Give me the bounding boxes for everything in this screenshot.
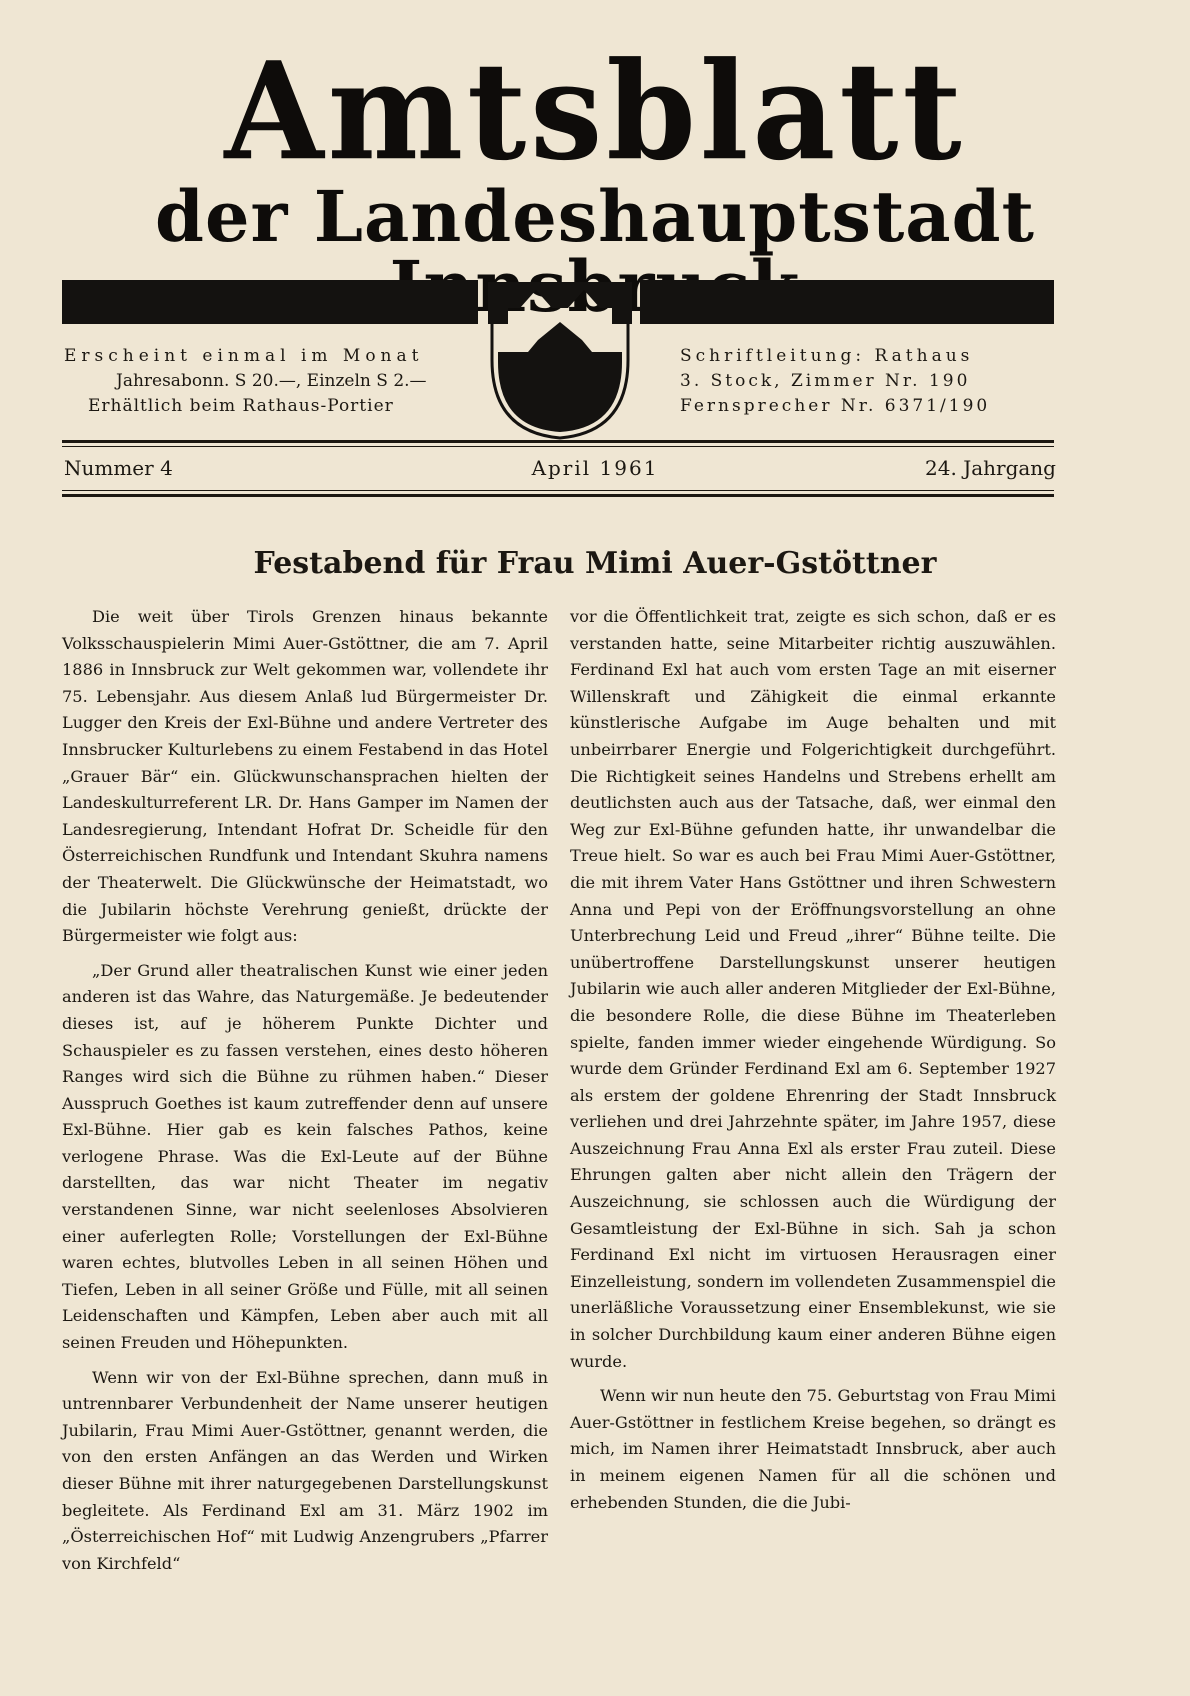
divider-top-thick: [62, 440, 1054, 443]
masthead-bar-right: [640, 280, 1054, 324]
divider-bottom-thick: [62, 494, 1054, 497]
office-room: 3. Stock, Zimmer Nr. 190: [680, 371, 971, 391]
article-headline: Festabend für Frau Mimi Auer-Gstöttner: [253, 546, 937, 581]
publication-info: [64, 344, 464, 419]
publication-frequency: Erscheint einmal im Monat: [64, 346, 424, 366]
divider-bottom-thin: [62, 490, 1054, 491]
innsbruck-coat-of-arms-icon: [488, 282, 632, 442]
article-column-left: [62, 604, 548, 1585]
paragraph: Wenn wir nun heute den 75. Geburtstag von Frau Mimi Auer-Gstöttner in festlichem Kreise begehen, so drängt es mich, im Namen ihrer Heimatstadt Innsbruck, aber auch in meinem eigenen Namen für all die schönen und erhebenden Stunden, die die Jubi-: [570, 1386, 1056, 1512]
masthead-title: Amtsblatt: [224, 33, 966, 191]
divider-top-thin: [62, 446, 1054, 447]
issue-number: Nummer 4: [64, 456, 173, 480]
paragraph: Wenn wir von der Exl-Bühne sprechen, dann muß in untrennbarer Verbundenheit der Name unserer heutigen Jubilarin, Frau Mimi Auer-Gstöttner, genannt werden, die von den ersten Anfängen an das Werden und Wirken dieser Bühne mit ihrer naturgegebenen Darstellungskunst begleitete. Als Ferdinand Exl am 31. März 1902 im „Österreichischen Hof“ mit Ludwig Anzengrubers „Pfarrer von Kirchfeld“: [62, 1367, 548, 1573]
phone-number: Fernsprecher Nr. 6371/190: [680, 396, 991, 416]
subscription-price: Jahresabonn. S 20.—, Einzeln S 2.—: [116, 371, 427, 391]
masthead-bar-left: [62, 280, 478, 324]
paragraph: Die weit über Tirols Grenzen hinaus bekannte Volksschauspielerin Mimi Auer-Gstöttner, die am 7. April 1886 in Innsbruck zur Welt gekommen war, vollendete ihr 75. Lebensjahr. Aus diesem Anlaß lud Bürgermeister Dr. Lugger den Kreis der Exl-Bühne und andere Vertreter des Innsbrucker Kulturlebens zu einem Festabend in das Hotel „Grauer Bär“ ein. Glückwunschansprachen hielten der Landeskulturreferent LR. Dr. Hans Gamper im Namen der Landesregierung, Intendant Hofrat Dr. Scheidle für den Österreichischen Rundfunk und Intendant Skuhra namens der Theaterwelt. Die Glückwünsche der Heimatstadt, wo die Jubilarin höchste Verehrung genießt, drückte der Bürgermeister wie folgt aus:: [62, 607, 548, 946]
issue-volume: 24. Jahrgang: [925, 456, 1056, 480]
editorial-office: Schriftleitung: Rathaus: [680, 346, 974, 366]
paragraph: vor die Öffentlichkeit trat, zeigte es sich schon, daß er es verstanden hatte, seine Mitarbeiter richtig auszuwählen. Ferdinand Exl hat auch vom ersten Tage an mit eiserner Willenskraft und Zähigkeit die einmal erkannte künstlerische Aufgabe im Auge behalten und mit unbeirrbarer Energie und Folgerichtigkeit durchgeführt. Die Richtigkeit seines Handelns und Strebens erhellt am deutlichsten auch aus der Tatsache, daß, wer einmal den Weg zur Exl-Bühne gefunden hatte, ihr unwandelbar die Treue hielt. So war es auch bei Frau Mimi Auer-Gstöttner, die mit ihrem Vater Hans Gstöttner und ihren Schwestern Anna und Pepi von der Eröffnungsvorstellung an ohne Unterbrechung Leid und Freud „ihrer“ Bühne teilte. Die unübertroffene Darstellungskunst unserer heutigen Jubilarin wie auch aller anderen Mitglieder der Exl-Bühne, die besondere Rolle, die diese Bühne im Theaterleben spielte, fanden immer wieder eingehende Würdigung. So wurde dem Gründer Ferdinand Exl am 6. September 1927 als erstem der goldene Ehrenring der Stadt Innsbruck verliehen und drei Jahrzehnte später, im Jahre 1957, diese Auszeichnung Frau Anna Exl als erster Frau zuteil. Diese Ehrungen galten aber nicht allein den Trägern der Auszeichnung, sie schlossen auch die Würdigung der Gesamtleistung der Exl-Bühne in sich. Sah ja schon Ferdinand Exl nicht im virtuosen Herausragen einer Einzelleistung, sondern im vollendeten Zusammenspiel die unerläßliche Voraussetzung einer Ensemblekunst, wie sie in solcher Durchbildung kaum einer anderen Bühne eigen wurde.: [570, 607, 1056, 1371]
paragraph: „Der Grund aller theatralischen Kunst wie einer jeden anderen ist das Wahre, das Naturgemäße. Je bedeutender dieses ist, auf je höherem Punkte Dichter und Schauspieler es zu fassen verstehen, eines desto höheren Ranges wird sich die Bühne zu rühmen haben.“ Dieser Ausspruch Goethes ist kaum zutreffender denn auf unsere Exl-Bühne. Hier gab es kein falsches Pathos, keine verlogene Phrase. Was die Exl-Leute auf der Bühne darstellten, das war nicht Theater im negativ verstandenen Sinne, war nicht seelenloses Absolvieren einer auferlegten Rolle; Vorstellungen der Exl-Bühne waren echtes, blutvolles Leben in all seinen Höhen und Tiefen, Leben in all seiner Größe und Fülle, mit all seinen Leidenschaften und Kämpfen, Leben aber auch mit all seinen Freuden und Höhepunkten.: [62, 960, 548, 1353]
article-column-right: [570, 604, 1056, 1524]
masthead-subtitle: der Landeshauptstadt: [155, 175, 1035, 258]
issue-date: April 1961: [531, 456, 659, 480]
availability: Erhältlich beim Rathaus-Portier: [88, 396, 394, 416]
editorial-contact: [680, 344, 1060, 419]
